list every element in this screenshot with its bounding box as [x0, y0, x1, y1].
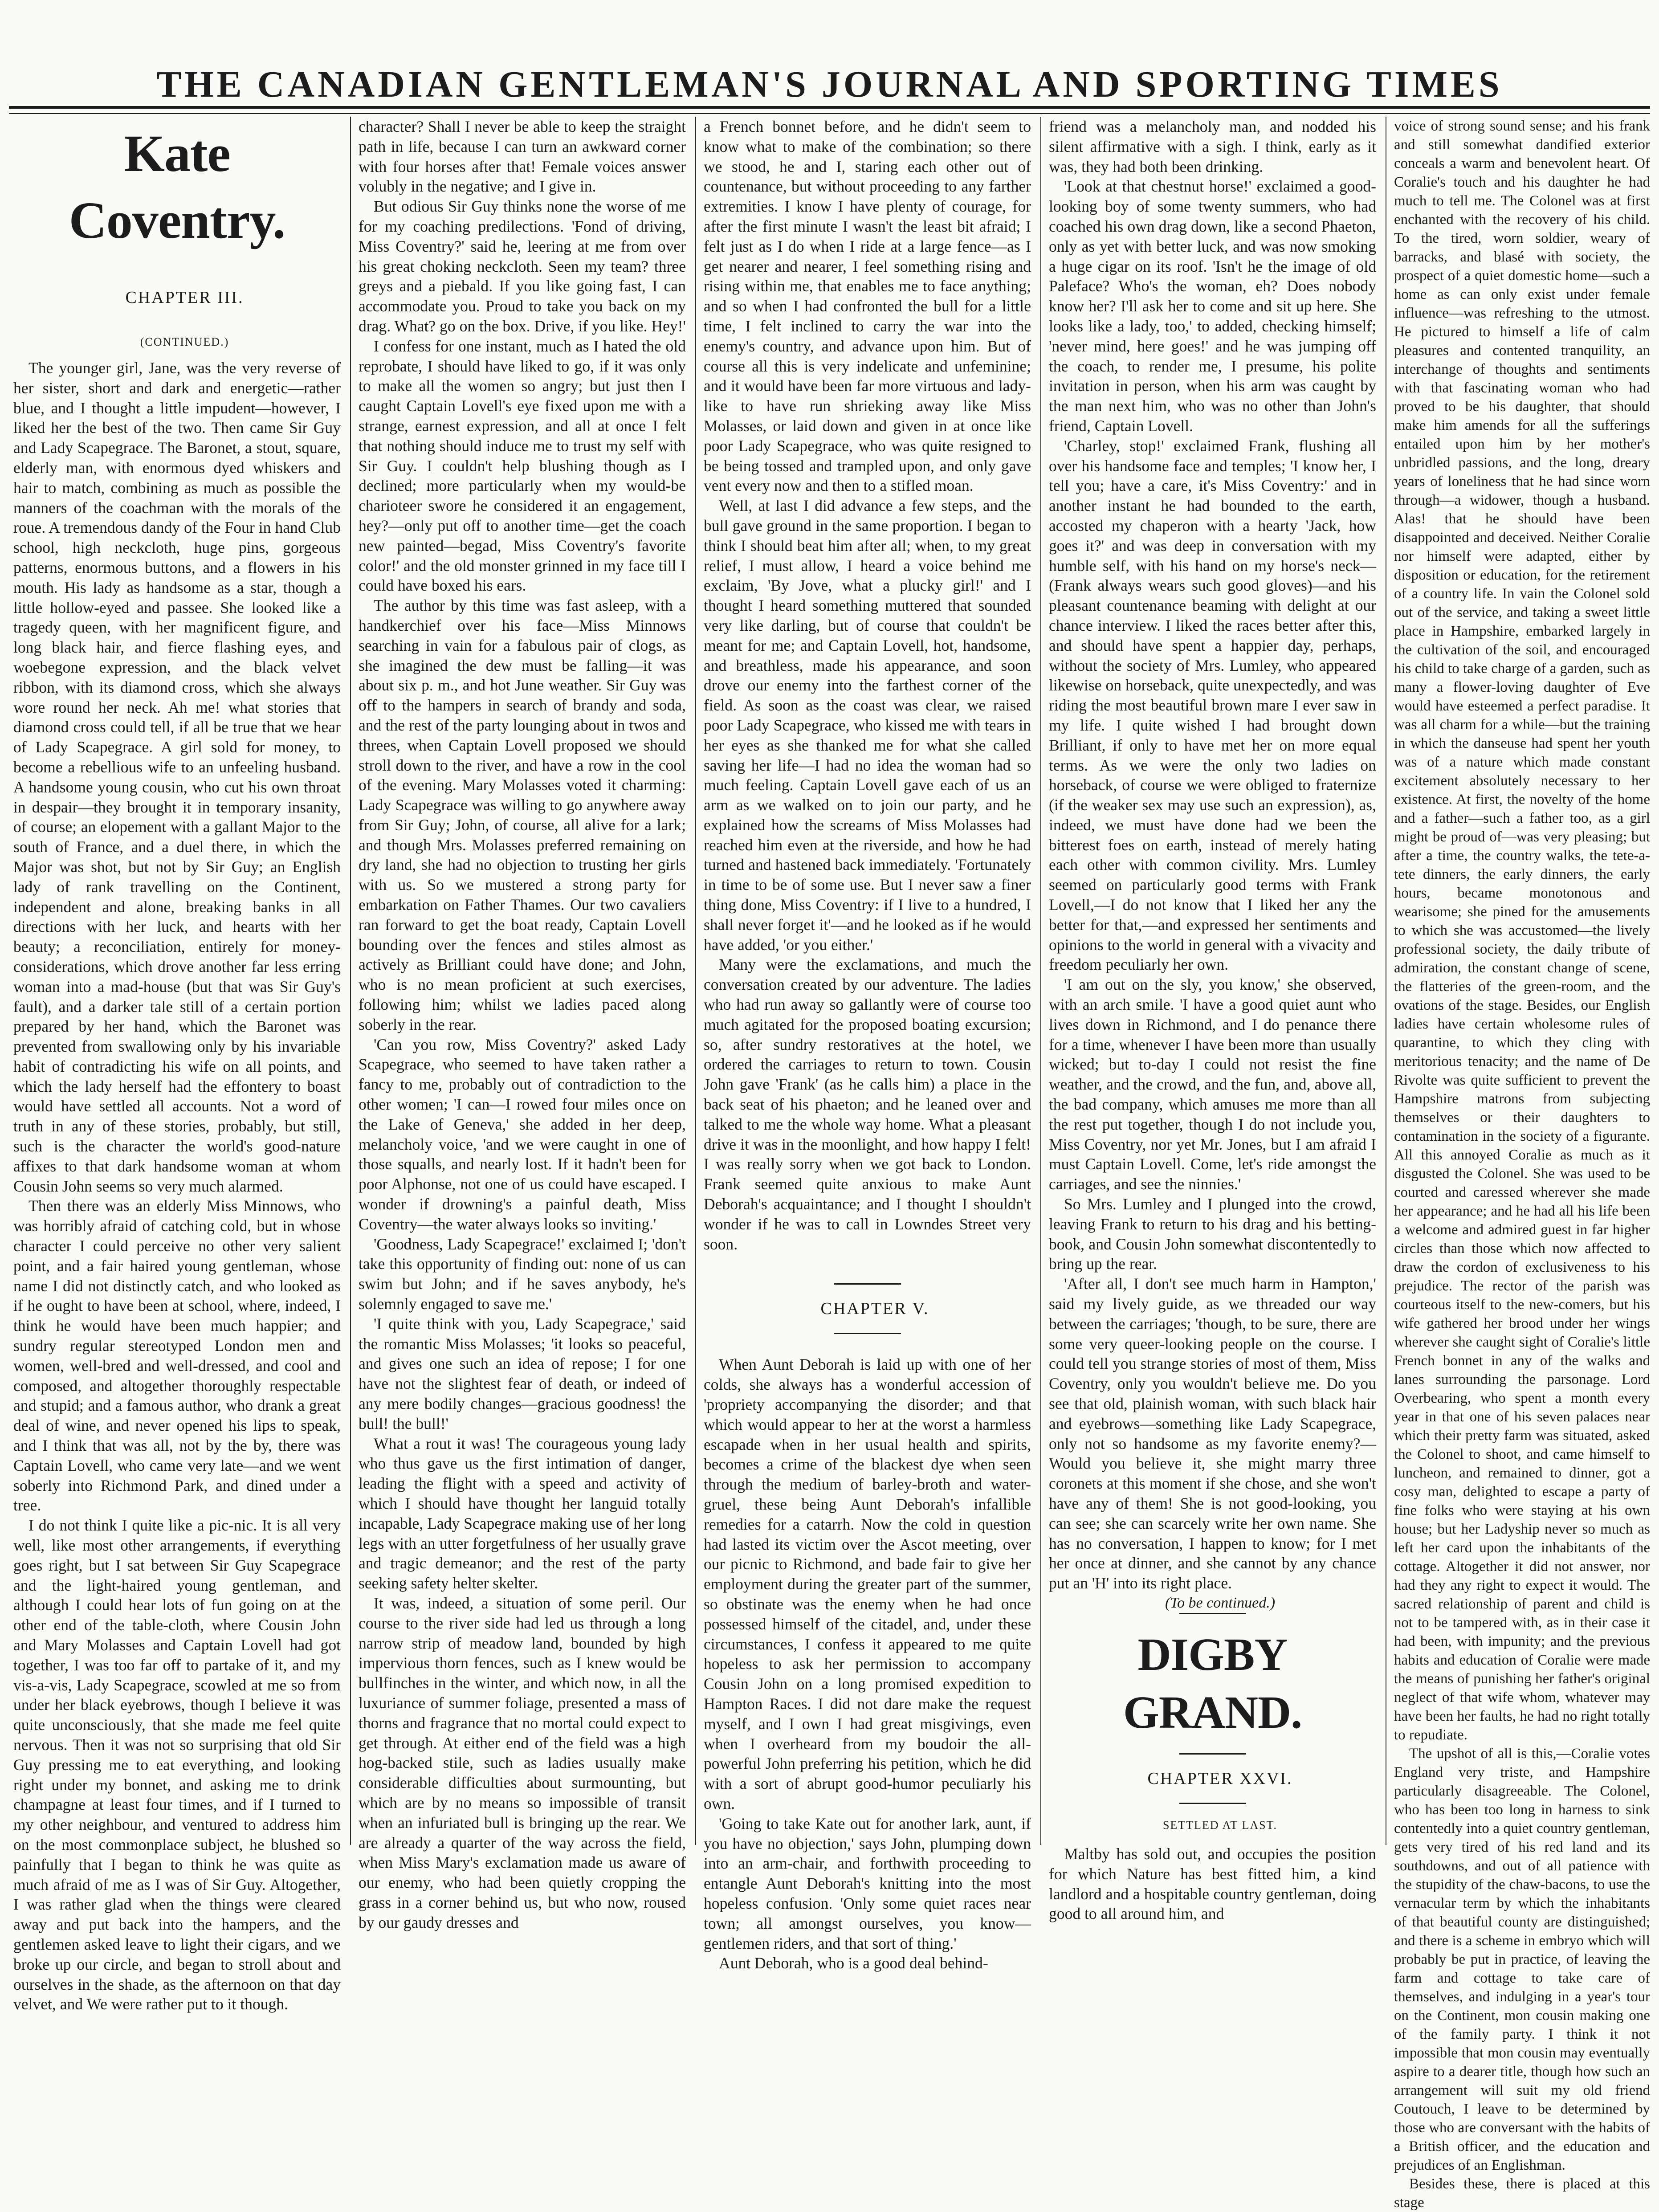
section-rule: [1179, 1803, 1246, 1804]
story-title: DIGBY GRAND.: [1123, 1628, 1302, 1738]
paragraph: I do not think I quite like a pic-nic. It is all very well, like most other arrangements, if everything goes right, but I sat between Sir Guy Scapegrace and the light-haired young gentleman, and although I could hear lots of fun going on at the other end of the table-cloth, where Cousin John and Mary Molasses and Captain Lovell had got together, I was too far off to partake of it, and my vis-a-vis, Lady Scapegrace, scowled at me so from under her black eyebrows, though I believe it was quite unconsciously, that she made me feel quite nervous. Then it was not so surprising that old Sir Guy pressing me to eat everything, and looking right under my bonnet, and asking me to drink champagne at least four times, and if I turned to my other neighbour, and ventured to address him on the most commonplace subject, he blushed so painfully that I began to think he was quite as much afraid of me as I was of Sir Guy. Altogether, I was rather glad when the things were cleared away and put back into the hampers, and the gentlemen asked leave to light their cigars, and we broke up our circle, and began to stroll about and ourselves in the shade, as the afternoon on that day velvet, and We were rather put to it though.: [13, 1516, 341, 2013]
chapter-heading: CHAPTER III.: [125, 288, 244, 307]
paragraph: 'Can you row, Miss Coventry?' asked Lady Scapegrace, who seemed to have taken rather a fancy to me, probably out of contradiction to the other women; 'I can—I rowed four miles once on the Lake of Geneva,' she added in her deep, melancholy voice, 'and we were caught in one of those squalls, and nearly lost. If it hadn't been for poor Alphonse, not one of us could have escaped. I wonder if drowning's a painful death, Miss Coventry—the water always looks so inviting.': [359, 1035, 686, 1233]
column-5: [1394, 117, 1650, 2211]
masthead: THE CANADIAN GENTLEMAN'S JOURNAL AND SPORTING TIMES: [156, 64, 1503, 105]
column-rule: [1040, 117, 1041, 1845]
section-rule: [834, 1333, 901, 1334]
paragraph: Well, at last I did advance a few steps, and the bull gave ground in the same proportion. I began to think I should beat him after all; when, to my great relief, I must allow, I heard a voice behind me exclaim, 'By Jove, what a plucky girl!' and I thought I heard something muttered that sounded very like darling, but of course that couldn't be meant for me; and Captain Lovell, hot, handsome, and breathless, made his appearance, and soon drove our enemy into the farthest corner of the field. As soon as the coast was clear, we raised poor Lady Scapegrace, who kissed me with tears in her eyes as she thanked me for what she called saving her life—I had no idea the woman had so much feeling. Captain Lovell gave each of us an arm as we walked on to join our party, and he explained how the screams of Miss Molasses had reached him even at the riverside, and how he had turned and hastened back immediately. 'Fortunately in time to be of some use. But I never saw a finer thing done, Miss Coventry: if I live to a hundred, I shall never forget it'—and he looked as if he would have added, 'or you either.': [704, 497, 1031, 954]
paragraph: 'Look at that chestnut horse!' exclaimed a good-looking boy of some twenty summers, who had coached his own drag down, like a second Phaeton, only as yet with better luck, and was now smoking a huge cigar on its roof. 'Isn't he the image of old Paleface? Who's the woman, eh? Does nobody know her? I'll ask her to come and sit up here. She looks like a lady, too,' to added, checking himself; 'never mind, here goes!' and he was jumping off the coach, to render me, I presume, his polite invitation in person, when his arm was caught by the man next him, who was no other than John's friend, Captain Lovell.: [1049, 177, 1376, 435]
paragraph: But odious Sir Guy thinks none the worse of me for my coaching predilections. 'Fond of driving, Miss Coventry?' said he, leering at me from over his great choking neckcloth. Seen my team? three greys and a piebald. If you like going fast, I can accommodate you. Proud to take you back on my drag. What? go on the box. Drive, if you like. Hey!': [359, 197, 686, 335]
section-rule: [1179, 1753, 1246, 1755]
paragraph: voice of strong sound sense; and his frank and still somewhat dandified exterior conceals a warm and benevolent heart. Of Coralie's touch and his daughter he had much to tell me. The Colonel was at first enchanted with the recovery of his child. To the tired, worn soldier, weary of barracks, and blasé with society, the prospect of a quiet domestic home—such a home as can only exist under female influence—was refreshing to the utmost. He pictured to himself a life of calm pleasures and contented tranquility, an interchange of thoughts and sentiments with that fascinating woman who had proved to be his daughter, that should make him amends for all the sufferings entailed upon him by her mother's unbridled passions, and the long, dreary years of loneliness that he had since worn through—a widower, though a husband. Alas! that he should have been disappointed and deceived. Neither Coralie nor himself were adapted, either by disposition or education, for the retirement of a country life. In vain the Colonel sold out of the service, and taking a sweet little place in Hampshire, embarked largely in the cultivation of the soil, and encouraged his child to take charge of a garden, such as many a flower-loving daughter of Eve would have esteemed a perfect paradise. It was all charm for a while—but the training in which the danseuse had spent her youth was of a nature which made constant excitement absolutely necessary to her existence. At first, the novelty of the home and a father—such a father too, as a girl might be proud of—was very pleasing; but after a time, the country walks, the tete-a-tete dinners, the early dinners, the early hours, became monotonous and wearisome; she pined for the amusements to which she was accustomed—the lively professional society, the daily tribute of admiration, the constant change of scene, the flatteries of the green-room, and the ovations of the stage. Besides, our English ladies have certain wholesome rules of quarantine, to which they cling with meritorious tenacity; and the name of De Rivolte was quite sufficient to prevent the Hampshire matrons from subjecting themselves or their daughters to contamination in the society of a figurante. All this annoyed Coralie as much as it disgusted the Colonel. She was used to be courted and caressed wherever she made her appearance; and he had all his life been a welcome and admired guest in far higher circles than those which now affected to draw the cordon of exclusiveness to his prejudice. The rector of the parish was courteous itself to the new-comers, but his wife gathered her brood under her wings wherever she caught sight of Coralie's little French bonnet in any of the walks and lanes surrounding the parsonage. Lord Overbearing, who spent a month every year in that one of his seven palaces near which their pretty farm was situated, asked the Colonel to shoot, and came himself to luncheon, and remained to dinner, got a cosy man, delighted to escape a party of fine folks who were staying at his own house; but her Ladyship never so much as left her card upon the inhabitants of the cottage. Altogether it did not answer, nor had they any right to expect it would. The sacred relationship of parent and child is not to be tampered with, as in their case it had been, with impunity; and the previous habits and education of Coralie were made the means of punishing her father's original neglect of that wife whom, whatever may have been her faults, he had no right totally to repudiate.: [1394, 118, 1650, 1743]
paragraph: 'Goodness, Lady Scapegrace!' exclaimed I; 'don't take this opportunity of finding out: none of us can swim but John; and if he saves anybody, he's solemnly engaged to save me.': [359, 1235, 686, 1313]
paragraph: When Aunt Deborah is laid up with one of her colds, she always has a wonderful accession of 'propriety accompanying the disorder; and that which would appear to her at the worst a harmless escapade when in her usual health and spirits, becomes a crime of the blackest dye when seen through the medium of barley-broth and water-gruel, these being Aunt Deborah's infallible remedies for a catarrh. Now the cold in question had lasted its victim over the Ascot meeting, over our picnic to Richmond, and bade fair to give her employment during the greater part of the summer, so obstinate was the enemy when he had once possessed himself of the citadel, and, under these circumstances, I confess it appeared to me quite hopeless to ask her permission to accompany Cousin John on a long promised expedition to Hampton Races. I did not dare make the request myself, and I own I had great misgivings, even when I overheard from my boudoir the all-powerful John preferring his petition, which he did with a sort of abrupt good-humor peculiarly his own.: [704, 1355, 1031, 1812]
chapter-heading: CHAPTER XXVI.: [1147, 1769, 1293, 1788]
paragraph: Aunt Deborah, who is a good deal behind-: [719, 1954, 988, 1972]
column-rule: [695, 117, 696, 1845]
paragraph: Then there was an elderly Miss Minnows, who was horribly afraid of catching cold, but in whose character I could perceive no other very salient point, and a fair haired young gentleman, whose name I did not distinctly catch, and who looked as if he ought to have been at school, where, indeed, I think he would have been much happier; and sundry regular stereotyped London men and women, well-bred and well-dressed, and cool and composed, and altogether thoroughly respectable and stupid; and a famous author, who drank a great deal of wine, and never opened his lips to speak, and I think that was all, not by the by, there was Captain Lovell, who came very late—and we went soberly into Richmond Park, and dined under a tree.: [13, 1197, 341, 1514]
to-be-continued: (To be continued.): [1165, 1594, 1276, 1611]
paragraph: So Mrs. Lumley and I plunged into the crowd, leaving Frank to return to his drag and his betting-book, and Cousin John somewhat discontentedly to bring up the rear.: [1049, 1195, 1376, 1273]
column-1: [13, 117, 341, 2013]
paragraph: I confess for one instant, much as I hated the old reprobate, I should have liked to go, if it was only to make all the women so angry; but just then I caught Captain Lovell's eye fixed upon me with a strange, earnest expression, and all at once I felt that nothing should induce me to trust my self with Sir Guy. I couldn't help blushing though as I declined; more particularly when my would-be charioteer swore he considered it an engagement, hey?—only put off to another time—get the coach new painted—begad, Miss Coventry's favorite color!' and the old monster grinned in my face till I could have boxed his ears.: [359, 337, 686, 595]
paragraph: 'After all, I don't see much harm in Hampton,' said my lively guide, as we threaded our way between the carriages; 'though, to be sure, there are some very queer-looking people on the course. I could tell you strange stories of most of them, Miss Coventry, only you wouldn't believe me. Do you see that old, plainish woman, with such black hair and eyebrows—something like Lady Scapegrace, only not so handsome as my favorite enemy?—Would you believe it, she might marry three coronets at this moment if she chose, and she won't have any of them! She is not good-looking, you can see; she can scarcely write her own name. She has no conversation, I happen to know; for I met her once at dinner, and she cannot by any chance put an 'H' into its right place.: [1049, 1275, 1376, 1592]
paragraph: 'I quite think with you, Lady Scapegrace,' said the romantic Miss Molasses; 'it looks so peaceful, and gives one such an idea of repose; I for one have not the slightest fear of death, or indeed of any mere bodily changes—gracious goodness! the bull! the bull!': [359, 1314, 686, 1432]
paragraph: friend was a melancholy man, and nodded his silent affirmative with a sigh. I think, early as it was, they had both been drinking.: [1049, 118, 1376, 175]
paragraph: 'Charley, stop!' exclaimed Frank, flushing all over his handsome face and temples; 'I know her, I tell you; have a care, it's Miss Coventry:' and in another instant he had bounded to the earth, accosted my chaperon with a hearty 'Jack, how goes it?' and was deep in conversation with my humble self, with his hand on my horse's neck—(Frank always wears such good gloves)—and his pleasant countenance beaming with delight at our chance interview. I liked the races better after this, and should have spent a happier day, perhaps, without the society of Mrs. Lumley, who appeared likewise on horseback, quite unexpectedly, and was riding the most beautiful brown mare I ever saw in my life. I quite wished I had brought down Brilliant, if only to have met her on more equal terms. As we were the only two ladies on horseback, of course we were obliged to fraternize (if the weaker sex may use such an expression), as, indeed, we must have done had we been the bitterest foes on earth, instead of merely hating each other with common civility. Mrs. Lumley seemed on particularly good terms with Frank Lovell,—I do not know that I liked her any the better for that,—and expressed her sentiments and opinions to the world in general with a vivacity and freedom peculiarly her own.: [1049, 437, 1376, 974]
chapter-subtitle: SETTLED AT LAST.: [1162, 1818, 1278, 1832]
column-2: [359, 117, 686, 1931]
section-rule: [834, 1283, 901, 1285]
paragraph: The younger girl, Jane, was the very reverse of her sister, short and dark and energetic—rather blue, and I thought a little impudent—however, I liked her the best of the two. Then came Sir Guy and Lady Scapegrace. The Baronet, a stout, square, elderly man, with enormous dyed whiskers and hair to match, combining as much as possible the manners of the coachman with the morals of the roue. A tremendous dandy of the Four in hand Club school, high neckcloth, huge pins, gorgeous patterns, enormous buttons, and a flowers in his mouth. His lady as handsome as a star, though a little hollow-eyed and passee. She looked like a tragedy queen, with her magnificent figure, and long black hair, and fierce flashing eyes, and woebegone expression, and the black velvet ribbon, with its diamond cross, which she always wore round her neck. Ah me! what stories that diamond cross could tell, if all be true that we hear of Lady Scapegrace. A girl sold for money, to become a rebellious wife to an unfeeling husband. A handsome young cousin, who cut his own throat in despair—they brought it in temporary insanity, of course; an elopement with a gallant Major to the south of France, and a duel there, in which the Major was shot, but not by Sir Guy; an English lady of rank travelling on the Continent, independent and alone, breaking banks in all directions with her luck, and hearts with her beauty; a reconciliation, entirely for money-considerations, which drove another far less erring woman into a mad-house (but that was Sir Guy's fault), and a darker tale still of a certain portion prepared by her hand, which the Baronet was prevented from swallowing only by his invariable habit of contradicting his wife on all points, and which the lady herself had the effontery to boast would have settled all accounts. Not a word of truth in any of these stories, probably, but still, such is the character the world's good-nature affixes to that dark handsome woman at whom Cousin John seems so very much alarmed.: [13, 359, 341, 1195]
chapter-heading: CHAPTER V.: [820, 1299, 929, 1318]
paragraph: Maltby has sold out, and occupies the position for which Nature has best fitted him, a kind landlord and a hospitable country gentleman, doing good to all around him, and: [1049, 1845, 1376, 1923]
section-rule: [1179, 1613, 1246, 1614]
paragraph: It was, indeed, a situation of some peril. Our course to the river side had led us through a long narrow strip of meadow land, bounded by high impervious thorn fences, such as I knew would be bullfinches in the winter, and which now, in all the luxuriance of summer foliage, presented a mass of thorns and fragrance that no mortal could expect to get through. At either end of the field was a high hog-backed stile, such as ladies usually make considerable difficulties about surmounting, but which are by no means so impossible of transit when an infuriated bull is bringing up the rear. We are already a quarter of the way across the field, when Miss Mary's exclamation made us aware of our enemy, who had been quietly cropping the grass in a corner behind us, but who now, roused by our gaudy dresses and: [359, 1594, 686, 1931]
paragraph: 'I am out on the sly, you know,' she observed, with an arch smile. 'I have a good quiet aunt who lives down in Richmond, and I do penance there for a time, whenever I have been more than usually wicked; but to-day I could not resist the fine weather, and the crowd, and the fun, and, above all, the bad company, which amuses me more than all the rest put together, though I do not include you, Miss Coventry, nor yet Mr. Jones, but I am afraid I must Captain Lovell. Come, let's ride amongst the carriages, and see the ninnies.': [1049, 975, 1376, 1193]
column-3: [704, 117, 1031, 1972]
masthead-rule: [9, 106, 1650, 114]
paragraph: Many were the exclamations, and much the conversation created by our adventure. The ladies who had run away so gallantly were of course too much agitated for the proposed boating excursion; so, after sundry restoratives at the hotel, we ordered the carriages to return to town. Cousin John gave 'Frank' (as he calls him) a place in the back seat of his phaeton; and he leaned over and talked to me the whole way home. What a pleasant drive it was in the moonlight, and how happy I felt! I was really sorry when we got back to London. Frank seemed quite anxious to make Aunt Deborah's acquaintance; and I thought I shouldn't wonder if he was to call in Lowndes Street very soon.: [704, 955, 1031, 1253]
column-4: [1049, 117, 1376, 1923]
story-title: Kate Coventry.: [69, 124, 285, 249]
column-rule: [350, 117, 351, 1845]
paragraph: a French bonnet before, and he didn't seem to know what to make of the combination; so there we stood, he and I, staring each other out of countenance, but without proceeding to any farther extremities. I know I have plenty of courage, for after the first minute I wasn't the least bit afraid; I felt just as I do when I ride at a large fence—as I get nearer and nearer, I feel something rising and rising within me, that enables me to face anything; and so when I had confronted the bull for a little time, I felt inclined to carry the war into the enemy's country, and advance upon him. But of course all this is very indelicate and unfeminine; and it would have been far more virtuous and lady-like to have run shrieking away like Miss Molasses, or laid down and given in at once like poor Lady Scapegrace, who was quite resigned to be being tossed and trampled upon, and only gave vent every now and then to a stifled moan.: [704, 118, 1031, 495]
paragraph: Besides these, there is placed at this stage: [1394, 2176, 1650, 2211]
continued-note: (CONTINUED.): [140, 335, 229, 348]
paragraph: 'Going to take Kate out for another lark, aunt, if you have no objection,' says John, plumping down into an arm-chair, and forthwith proceeding to entangle Aunt Deborah's knitting into the most hopeless confusion. 'Only some quiet races near town; all amongst ourselves, you know—gentlemen riders, and that sort of thing.': [704, 1814, 1031, 1952]
paragraph: character? Shall I never be able to keep the straight path in life, because I can turn an awkward corner with four horses after that! Female voices answer volubly in the negative; and I give in.: [359, 118, 686, 196]
paragraph: The author by this time was fast asleep, with a handkerchief over his face—Miss Minnows searching in vain for a fabulous pair of clogs, as she imagined the dew must be falling—it was about six p. m., and hot June weather. Sir Guy was off to the hampers in search of brandy and soda, and the rest of the party lounging about in twos and threes, when Captain Lovell proposed we should stroll down to the river, and have a row in the cool of the evening. Mary Molasses voted it charming: Lady Scapegrace was willing to go anywhere away from Sir Guy; John, of course, all alive for a lark; and though Mrs. Molasses preferred remaining on dry land, she had no objection to trusting her girls with us. So we mustered a strong party for embarkation on Father Thames. Our two cavaliers ran forward to get the boat ready, Captain Lovell bounding over the fences and stiles almost as actively as Brilliant could have done; and John, who is no mean proficient at such exercises, following him; whilst we ladies paced along soberly in the rear.: [359, 596, 686, 1033]
paragraph: The upshot of all is this,—Coralie votes England very triste, and Hampshire particularly disagreeable. The Colonel, who has been too long in harness to sink contentedly into a quiet country gentleman, gets very tired of his red land and its southdowns, and out of all patience with the stupidity of the chaw-bacons, to use the vernacular term by which the inhabitants of that beautiful county are distinguished; and there is a scheme in embryo which will probably be put in practice, of leaving the farm and cottage to take care of themselves, and indulging in a year's tour on the Continent, mon cousin making one of the family party. I think it not impossible that mon cousin may eventually aspire to a dearer title, though how such an arrangement will suit my old friend Coutouch, I leave to be determined by those who are conversant with the habits of a British officer, and the education and prejudices of an Englishman.: [1394, 1746, 1650, 2173]
paragraph: What a rout it was! The courageous young lady who thus gave us the first intimation of danger, leading the flight with a speed and activity of which I should have thought her languid totally incapable, Lady Scapegrace making use of her long legs with an utter forgetfulness of her usually grave and tragic demeanor; and the rest of the party seeking safety helter skelter.: [359, 1434, 686, 1592]
